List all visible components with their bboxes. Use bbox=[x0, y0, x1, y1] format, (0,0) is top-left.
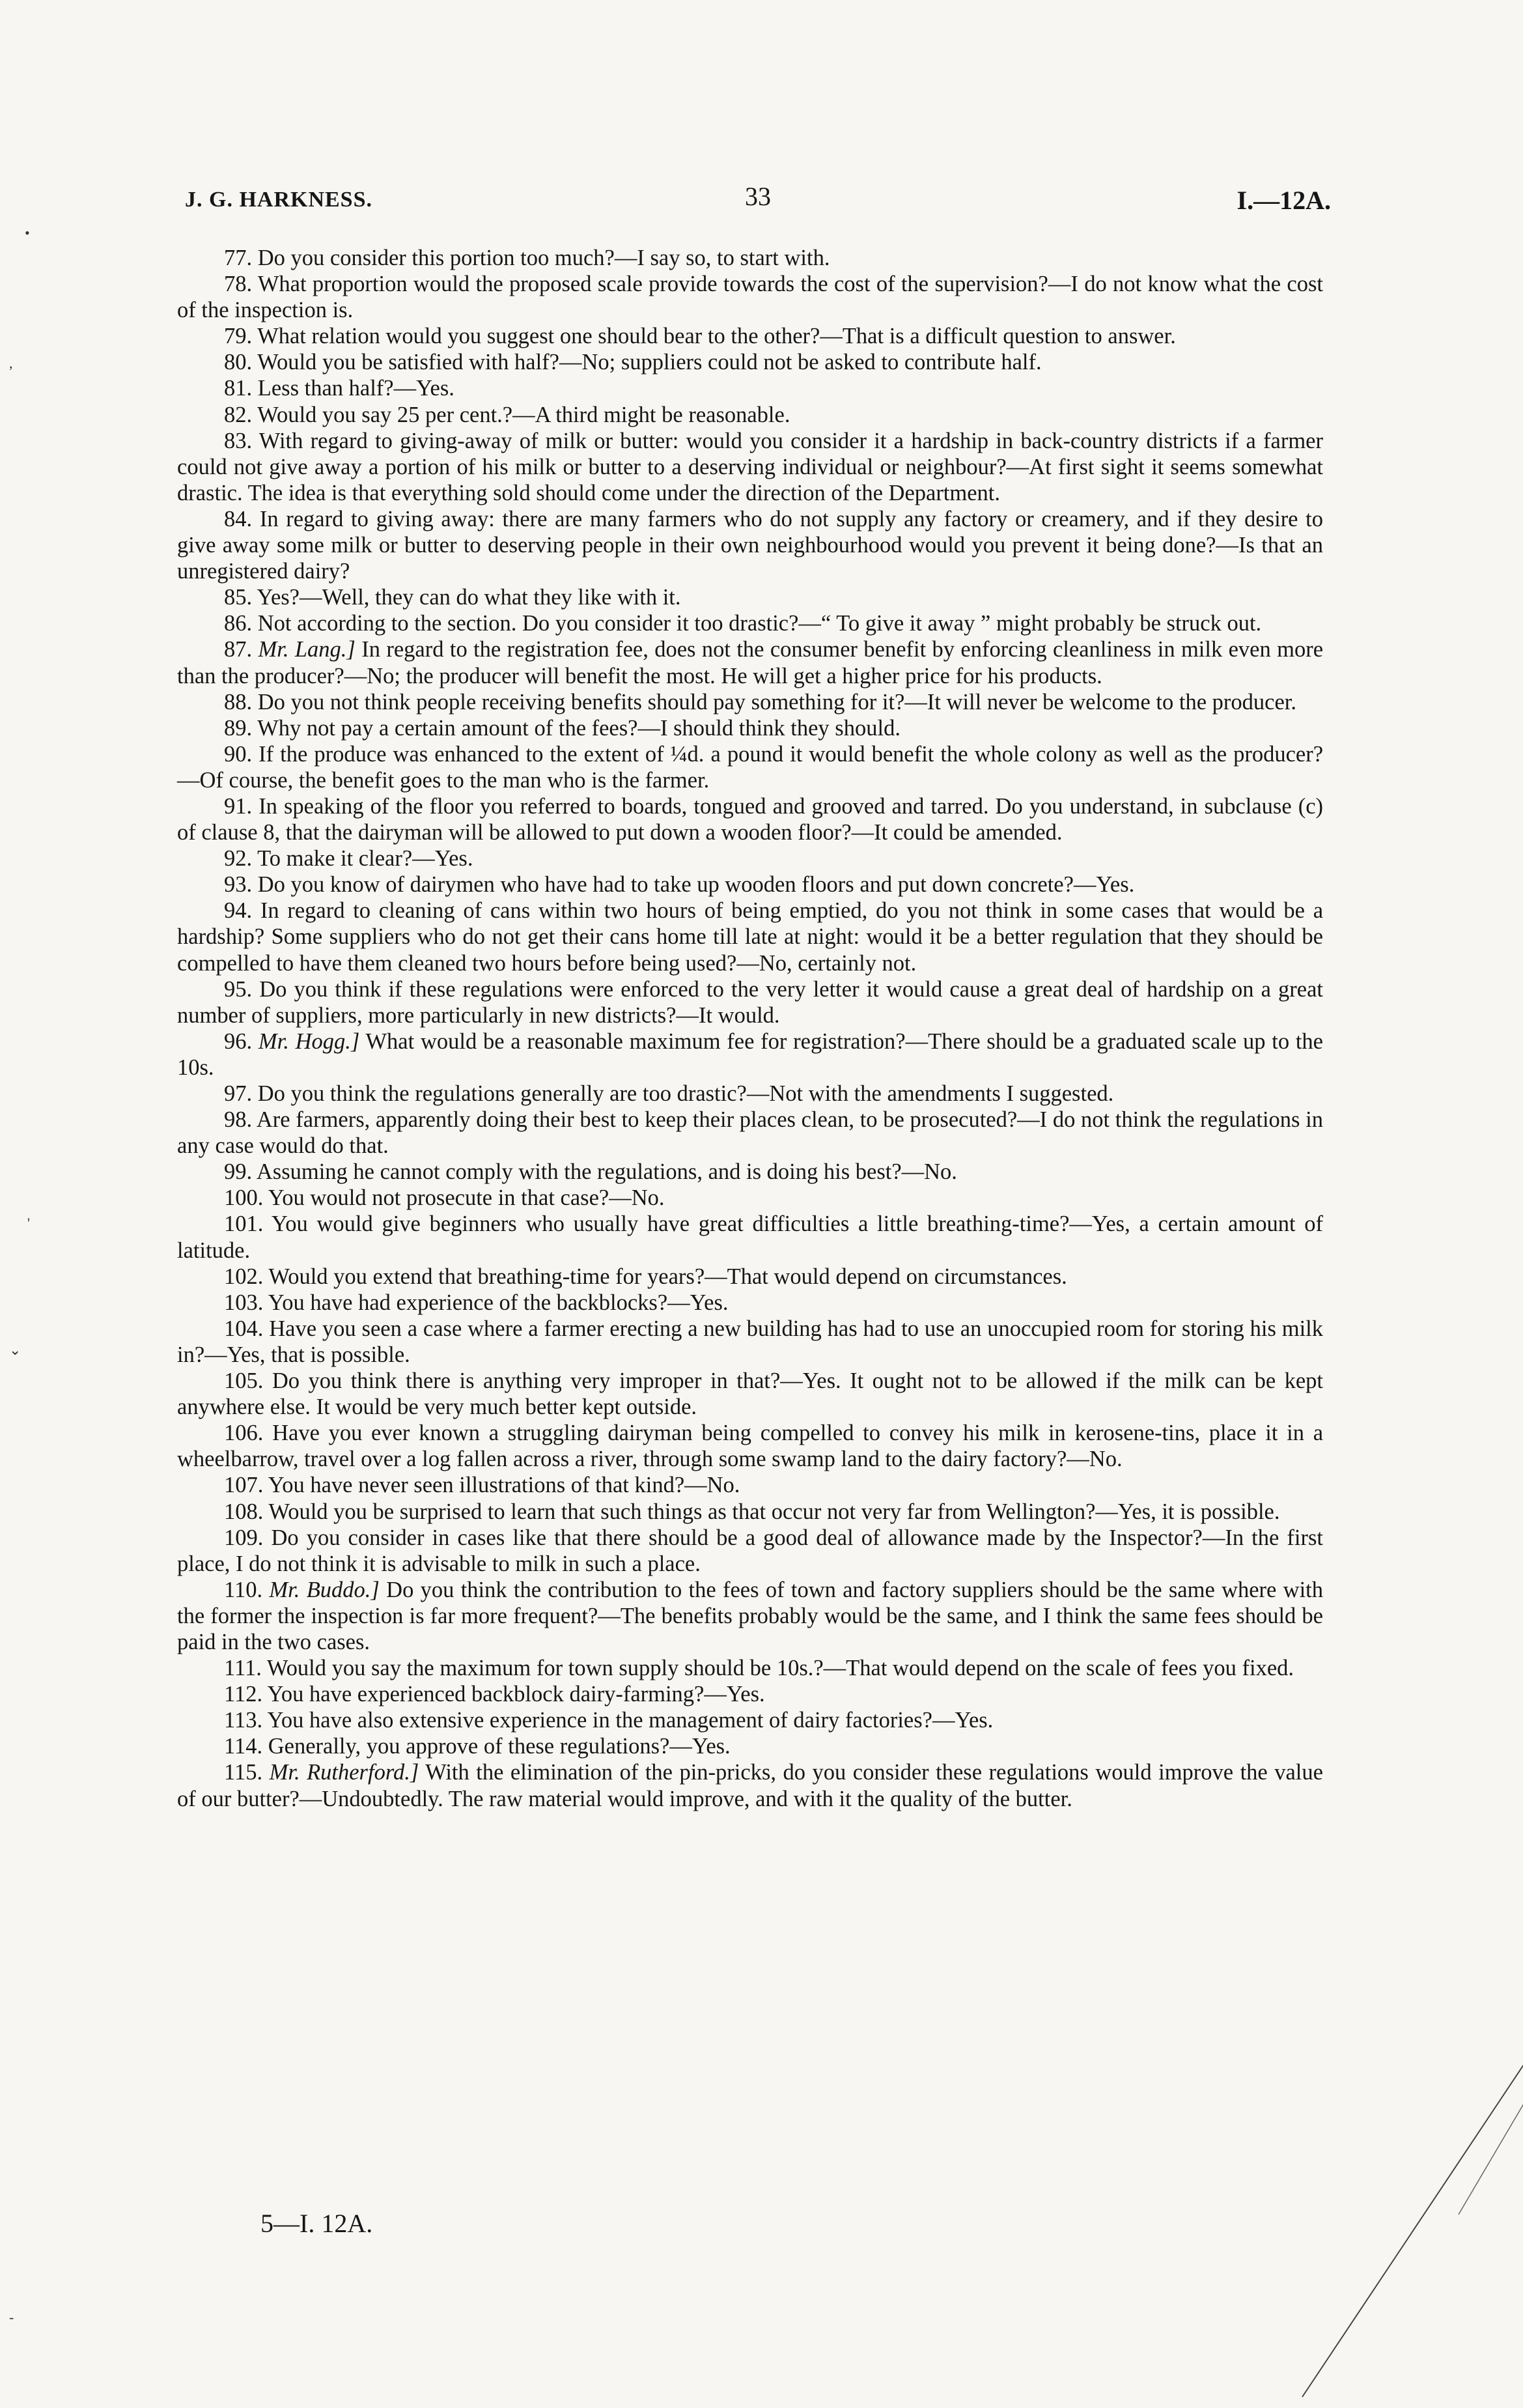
question-answer-paragraph bbox=[177, 375, 1323, 401]
question-answer-paragraph bbox=[177, 1525, 1323, 1577]
question-answer-text: Do you think the regulations generally are too drastic?—Not with the amendments I suggested. bbox=[257, 1081, 1114, 1106]
paper-reference: I.—12A. bbox=[1237, 186, 1331, 215]
question-answer-paragraph bbox=[177, 1185, 1323, 1211]
question-answer-text: Less than half?—Yes. bbox=[257, 376, 454, 401]
question-answer-paragraph bbox=[177, 741, 1323, 793]
question-answer-text: Do you think if these regulations were enforced to the very letter it would cause a great deal of hardship on a great number of suppliers, more particularly in new districts?—It would. bbox=[177, 976, 1323, 1028]
question-number: 82. bbox=[224, 402, 258, 427]
question-answer-text: Would you be surprised to learn that such things as that occur not very far from Wellington?—Yes, it is possible. bbox=[268, 1499, 1280, 1524]
question-answer-paragraph bbox=[177, 506, 1323, 584]
question-answer-text: Not according to the section. Do you consider it too drastic?—“ To give it away ” might probably be struck out. bbox=[257, 611, 1262, 636]
question-answer-paragraph bbox=[177, 1028, 1323, 1081]
speaker-name: Mr. Hogg.] bbox=[258, 1028, 360, 1054]
question-answer-text: Would you be satisfied with half?—No; suppliers could not be asked to contribute half. bbox=[257, 350, 1042, 375]
question-number: 89. bbox=[224, 715, 258, 741]
question-answer-paragraph bbox=[177, 1577, 1323, 1655]
question-number: 106. bbox=[224, 1421, 273, 1446]
margin-mark: ' bbox=[27, 1215, 30, 1231]
question-answer-paragraph bbox=[177, 898, 1323, 976]
question-number: 115. bbox=[224, 1760, 270, 1785]
question-answer-paragraph bbox=[177, 1264, 1323, 1290]
question-answer-paragraph bbox=[177, 1655, 1323, 1681]
question-answer-text: You have also extensive experience in the management of dairy factories?—Yes. bbox=[267, 1708, 994, 1733]
question-answer-text: You have had experience of the backblocks?—Yes. bbox=[268, 1290, 729, 1315]
question-answer-paragraph bbox=[177, 271, 1323, 323]
question-number: 87. bbox=[224, 637, 258, 662]
question-answer-paragraph bbox=[177, 323, 1323, 349]
question-number: 90. bbox=[224, 741, 259, 767]
question-answer-paragraph bbox=[177, 1472, 1323, 1498]
question-answer-text: Do you know of dairymen who have had to take up wooden floors and put down concrete?—Yes. bbox=[257, 872, 1135, 898]
question-number: 99. bbox=[224, 1159, 257, 1185]
question-answer-text: Assuming he cannot comply with the regulations, and is doing his best?—No. bbox=[256, 1159, 957, 1185]
question-number: 103. bbox=[224, 1290, 268, 1315]
question-answer-paragraph bbox=[177, 715, 1323, 741]
header-witness-name: J. G. HARKNESS. bbox=[185, 188, 372, 212]
question-answer-text: In regard to the registration fee, does not the consumer benefit by enforcing cleanliness in milk even more than the producer?—No; the producer will benefit the most. He will get a higher price for his products. bbox=[177, 637, 1324, 688]
pencil-stroke-mark bbox=[1296, 2052, 1523, 2403]
question-answer-paragraph bbox=[177, 610, 1323, 636]
question-answer-paragraph bbox=[177, 1733, 1323, 1759]
margin-mark: ⌄ bbox=[9, 1342, 21, 1358]
question-number: 83. bbox=[224, 428, 259, 453]
question-answer-text: What relation would you suggest one should bear to the other?—That is a difficult question to answer. bbox=[257, 324, 1176, 349]
question-answer-text: Do you consider in cases like that there should be a good deal of allowance made by the Inspector?—In the first place, I do not think it is advisable to milk in such a place. bbox=[177, 1525, 1323, 1576]
question-number: 97. bbox=[224, 1081, 258, 1106]
question-answer-paragraph bbox=[177, 1290, 1323, 1316]
question-answer-text: Do you consider this portion too much?—I say so, to start with. bbox=[257, 246, 830, 270]
question-answer-text: Have you ever known a struggling dairyman being compelled to convey his milk in kerosene-tins, place it in a wheelbarrow, travel over a log fallen across a river, through some swamp land to the dairy factory?—No. bbox=[177, 1421, 1324, 1472]
speaker-name: Mr. Lang.] bbox=[258, 637, 356, 662]
question-answer-text: You have never seen illustrations of that kind?—No. bbox=[268, 1473, 740, 1498]
question-number: 80. bbox=[224, 350, 258, 375]
question-number: 113. bbox=[224, 1708, 268, 1733]
margin-mark: - bbox=[9, 2309, 14, 2325]
question-answer-paragraph bbox=[177, 976, 1323, 1028]
question-answer-paragraph bbox=[177, 1081, 1323, 1107]
question-number: 81. bbox=[224, 376, 258, 401]
question-answer-text: In regard to giving away: there are many farmers who do not supply any factory or creamery, and if they desire to give away some milk or butter to deserving people in their own neighbourhood would you prevent it being done?—Is that an unregistered dairy? bbox=[177, 506, 1324, 584]
question-answer-text: Do you think there is anything very improper in that?—Yes. It ought not to be allowed if the milk can be kept anywhere else. It would be very much better kept outside. bbox=[177, 1368, 1324, 1420]
question-answer-text: What proportion would the proposed scale provide towards the cost of the supervision?—I do not know what the cost of the inspection is. bbox=[177, 272, 1323, 323]
page-number: 33 bbox=[745, 182, 771, 211]
question-number: 101. bbox=[224, 1211, 272, 1237]
question-answer-text: You would not prosecute in that case?—No. bbox=[268, 1185, 665, 1211]
question-answer-text: Do you think the contribution to the fees of town and factory suppliers should be the same where with the former the inspection is far more frequent?—The benefits probably would be the same, and I think the same fees should be paid in the two cases. bbox=[177, 1577, 1324, 1654]
question-number: 102. bbox=[224, 1264, 269, 1289]
question-number: 105. bbox=[224, 1368, 272, 1394]
speaker-name: Mr. Rutherford.] bbox=[269, 1760, 419, 1785]
question-answer-text: Why not pay a certain amount of the fees?—I should think they should. bbox=[257, 715, 901, 741]
question-answer-paragraph bbox=[177, 845, 1323, 871]
question-answer-text: Have you seen a case where a farmer erecting a new building has had to use an unoccupied room for storing his milk in?—Yes, that is possible. bbox=[177, 1316, 1324, 1367]
question-answer-paragraph bbox=[177, 871, 1323, 898]
question-answer-paragraph bbox=[177, 1107, 1323, 1159]
question-number: 108. bbox=[224, 1499, 269, 1524]
question-answer-paragraph bbox=[177, 245, 1323, 271]
question-number: 104. bbox=[224, 1316, 270, 1341]
question-answer-paragraph bbox=[177, 1316, 1323, 1368]
question-answer-paragraph bbox=[177, 402, 1323, 428]
question-answer-paragraph bbox=[177, 1420, 1323, 1472]
question-answer-paragraph bbox=[177, 689, 1323, 715]
question-number: 93. bbox=[224, 872, 258, 898]
question-answer-paragraph bbox=[177, 1211, 1323, 1263]
speaker-name: Mr. Buddo.] bbox=[269, 1577, 380, 1602]
question-number: 84. bbox=[224, 506, 260, 531]
question-answer-text: Would you say 25 per cent.?—A third might be reasonable. bbox=[257, 402, 790, 427]
question-answer-text: In regard to cleaning of cans within two hours of being emptied, do you not think in some cases that would be a hardship? Some suppliers who do not get their cans home till late at night: would it be a better regulation that they should be compelled to have them cleaned two hours before being used?—No, certainly not. bbox=[177, 898, 1324, 976]
question-answer-text: Are farmers, apparently doing their best to keep their places clean, to be prosecuted?—I do not think the regulations in any case would do that. bbox=[177, 1107, 1323, 1159]
question-number: 85. bbox=[224, 585, 257, 610]
question-answer-paragraph bbox=[177, 1499, 1323, 1525]
question-answer-text: Yes?—Well, they can do what they like with it. bbox=[257, 585, 681, 610]
question-answer-text: To make it clear?—Yes. bbox=[257, 846, 473, 871]
margin-mark: , bbox=[9, 355, 13, 371]
question-number: 86. bbox=[224, 611, 258, 636]
question-number: 88. bbox=[224, 689, 258, 715]
question-number: 112. bbox=[224, 1682, 268, 1707]
question-answer-paragraph bbox=[177, 1707, 1323, 1733]
question-number: 98. bbox=[224, 1107, 257, 1133]
question-answer-paragraph bbox=[177, 1759, 1323, 1811]
question-number: 78. bbox=[224, 272, 258, 297]
question-number: 114. bbox=[224, 1734, 268, 1759]
question-answer-paragraph bbox=[177, 1159, 1323, 1185]
margin-mark: • bbox=[25, 225, 30, 241]
question-answer-paragraph bbox=[177, 1368, 1323, 1420]
question-number: 110. bbox=[224, 1577, 270, 1602]
page-header bbox=[185, 181, 1331, 220]
question-number: 79. bbox=[224, 324, 258, 349]
question-number: 109. bbox=[224, 1525, 272, 1550]
question-answer-paragraph bbox=[177, 428, 1323, 506]
question-answer-text: Generally, you approve of these regulations?—Yes. bbox=[268, 1734, 731, 1759]
question-answer-text: In speaking of the floor you referred to boards, tongued and grooved and tarred. Do you understand, in subclause (c) of clause 8, that the dairyman will be allowed to put down a wooden floor?—It could be amended. bbox=[177, 793, 1323, 845]
question-answer-text: You would give beginners who usually have great difficulties a little breathing-time?—Yes, a certain amount of latitude. bbox=[177, 1211, 1323, 1263]
question-answer-text: If the produce was enhanced to the extent of ¼d. a pound it would benefit the whole colony as well as the producer?—Of course, the benefit goes to the man who is the farmer. bbox=[177, 741, 1324, 793]
question-answer-text: With the elimination of the pin-pricks, do you consider these regulations would improve the value of our butter?—Undoubtedly. The raw material would improve, and with it the quality of the butter. bbox=[177, 1760, 1323, 1811]
question-number: 94. bbox=[224, 898, 260, 924]
question-number: 96. bbox=[224, 1028, 258, 1054]
question-answer-text: Would you extend that breathing-time for years?—That would depend on circumstances. bbox=[268, 1264, 1067, 1289]
evidence-transcript bbox=[177, 245, 1323, 1812]
question-answer-paragraph bbox=[177, 636, 1323, 688]
question-number: 100. bbox=[224, 1185, 268, 1211]
question-number: 77. bbox=[224, 246, 258, 270]
question-number: 107. bbox=[224, 1473, 268, 1498]
question-answer-text: Would you say the maximum for town supply should be 10s.?—That would depend on the scale of fees you fixed. bbox=[266, 1656, 1294, 1681]
question-answer-text: What would be a reasonable maximum fee for registration?—There should be a graduated scale up to the 10s. bbox=[177, 1028, 1323, 1080]
question-answer-paragraph bbox=[177, 793, 1323, 845]
question-number: 92. bbox=[224, 846, 258, 871]
question-answer-text: You have experienced backblock dairy-farming?—Yes. bbox=[267, 1682, 765, 1707]
printer-signature: 5—I. 12A. bbox=[260, 2209, 373, 2238]
question-answer-text: With regard to giving-away of milk or butter: would you consider it a hardship in back-country districts if a farmer could not give away a portion of his milk or butter to a deserving individual or neighbour?—At first sight it seems somewhat drastic. The idea is that everything sold should come under the direction of the Department. bbox=[177, 428, 1323, 505]
question-answer-paragraph bbox=[177, 1681, 1323, 1707]
question-answer-text: Do you not think people receiving benefits should pay something for it?—It will never be welcome to the producer. bbox=[257, 689, 1296, 715]
question-answer-paragraph bbox=[177, 584, 1323, 610]
question-number: 95. bbox=[224, 976, 260, 1002]
question-number: 111. bbox=[224, 1656, 267, 1681]
question-answer-paragraph bbox=[177, 349, 1323, 375]
question-number: 91. bbox=[224, 793, 259, 819]
